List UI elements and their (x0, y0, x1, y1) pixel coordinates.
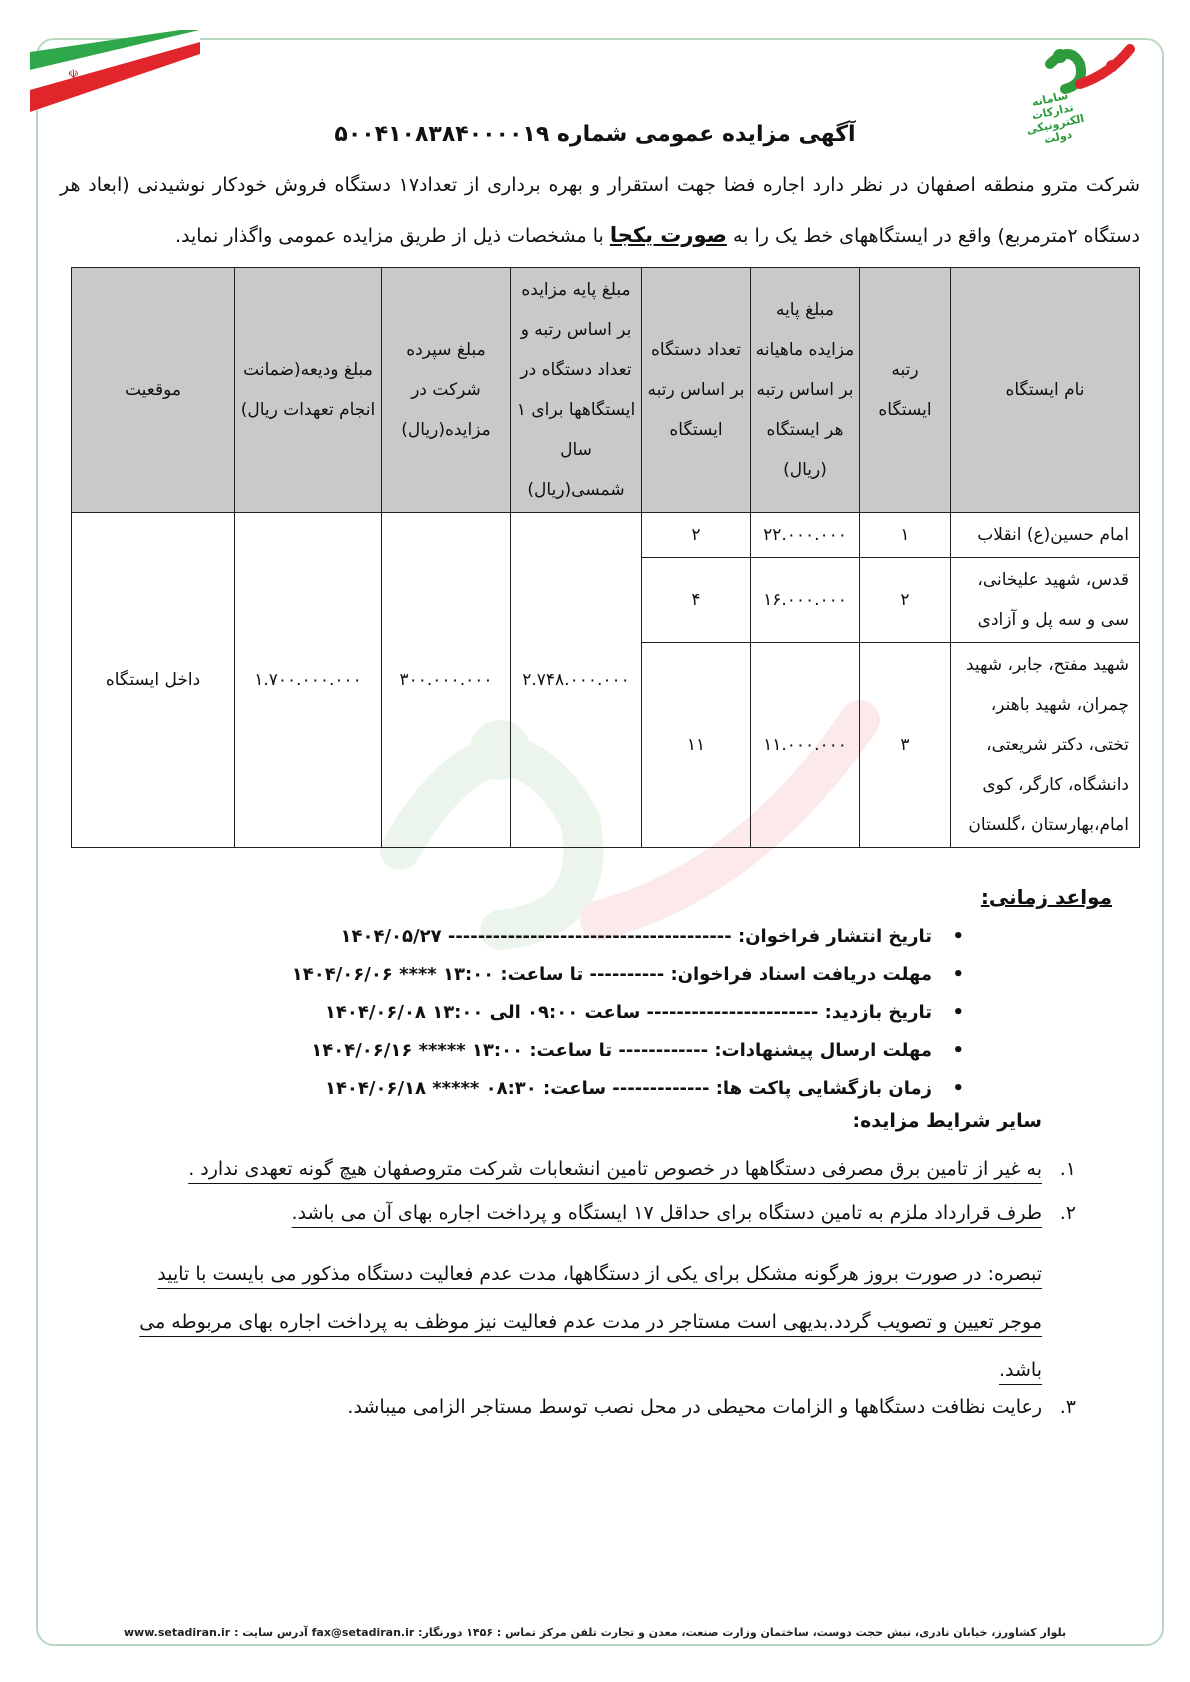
header-monthly-base: مبلغ پایه مزایده ماهیانه بر اساس رتبه هر ایستگاه (ریال) (751, 268, 860, 513)
condition-item-2 (122, 1202, 1076, 1224)
annual-base: ۲.۷۴۸.۰۰۰.۰۰۰ (511, 513, 642, 848)
header-annual-base: مبلغ پایه مزایده بر اساس رتبه و تعداد دستگاه در ایستگاهها برای ۱ سال شمسی(ریال) (511, 268, 642, 513)
note-line: موجر تعیین و تصویب گردد.بدیهی است مستاجر در مدت عدم فعالیت نیز موظف به پرداخت اجاره بهای مربوطه می (139, 1311, 1042, 1333)
intro-emphasis: صورت یکجا (609, 223, 727, 247)
intro-text-1: شرکت مترو منطقه اصفهان در نظر دارد اجاره فضا جهت استقرار و بهره برداری از تعداد۱۷ دستگاه فروش خودکار نوشیدنی (ابعاد هر دستگاه ۲مترمربع) واقع در ایستگاههای خط یک را به (60, 174, 1140, 247)
header-location: موقعیت (72, 268, 235, 513)
intro-paragraph (60, 160, 1140, 261)
header-device-count: تعداد دستگاه بر اساس رتبه ایستگاه (642, 268, 751, 513)
monthly-base: ۱۱.۰۰۰.۰۰۰ (751, 643, 860, 848)
footer-address: بلوار کشاورز، خیابان نادری، نبش حجت دوست، ساختمان وزارت صنعت، معدن و تجارت تلفن مرکز تماس : ۱۴۵۶ دورنگار: fax@setadiran.ir آدرس سایت : www.setadiran.ir (123, 1626, 1067, 1639)
iran-flag-icon (30, 30, 200, 130)
deadline-item: • زمان بازگشایی پاکت ها: ------------- ساعت: ۰۸:۳۰ ***** ۱۴۰۴/۰۶/۱۸ (50, 1070, 950, 1108)
deadline-item: • مهلت دریافت اسناد فراخوان: ---------- تا ساعت: ۱۳:۰۰ **** ۱۴۰۴/۰۶/۰۶ (50, 956, 950, 994)
deposit-amount: ۳۰۰.۰۰۰.۰۰۰ (382, 513, 511, 848)
note-line: تبصره: در صورت بروز هرگونه مشکل برای یکی از دستگاهها، مدت عدم فعالیت دستگاه مذکور می بایست با تایید (157, 1263, 1042, 1285)
deadlines-list (50, 918, 950, 1108)
condition-item-1 (122, 1158, 1076, 1180)
condition-number: ۱. (1059, 1158, 1076, 1180)
svg-text:☫: ☫ (68, 67, 79, 81)
station-name: امام حسین(ع) انقلاب (951, 513, 1140, 558)
guarantee-amount: ۱.۷۰۰.۰۰۰.۰۰۰ (235, 513, 382, 848)
condition-number: ۳. (1059, 1396, 1076, 1418)
monthly-base: ۲۲.۰۰۰.۰۰۰ (751, 513, 860, 558)
table-row (72, 513, 1140, 558)
condition-note (122, 1250, 1042, 1394)
header-station-rank: رتبه ایستگاه (860, 268, 951, 513)
condition-text: طرف قرارداد ملزم به تامین دستگاه برای حداقل ۱۷ ایستگاه و پرداخت اجاره بهای آن می باشد. (291, 1202, 1042, 1224)
logo-text: سامانه تدارکات الکترونیکی دولت (1025, 88, 1086, 147)
condition-text: رعایت نظافت دستگاهها و الزامات محیطی در محل نصب توسط مستاجر الزامی میباشد. (347, 1396, 1042, 1418)
device-count: ۱۱ (642, 643, 751, 848)
conditions-title: سایر شرایط مزایده: (852, 1110, 1042, 1132)
deadline-item: • تاریخ انتشار فراخوان: -------------------------------------- ۱۴۰۴/۰۵/۲۷ (50, 918, 950, 956)
device-count: ۴ (642, 558, 751, 643)
auction-table (71, 267, 1140, 848)
location: داخل ایستگاه (72, 513, 235, 848)
station-name: شهید مفتح، جابر، شهید چمران، شهید باهنر، تختی، دکتر شریعتی، دانشگاه، کارگر، کوی امام،بهارستان ،گلستان (951, 643, 1140, 848)
station-rank: ۱ (860, 513, 951, 558)
deadline-item: • مهلت ارسال پیشنهادات: ------------ تا ساعت: ۱۳:۰۰ ***** ۱۴۰۴/۰۶/۱۶ (50, 1032, 950, 1070)
condition-number: ۲. (1059, 1202, 1076, 1224)
note-line: باشد. (998, 1359, 1042, 1381)
page-title: آگهی مزایده عمومی شماره ۵۰۰۴۱۰۸۳۸۴۰۰۰۰۱۹ (334, 122, 856, 147)
monthly-base: ۱۶.۰۰۰.۰۰۰ (751, 558, 860, 643)
condition-text: به غیر از تامین برق مصرفی دستگاهها در خصوص تامین انشعابات شرکت متروصفهان هیچ گونه تعهدی ندارد . (188, 1158, 1042, 1180)
header-deposit: مبلغ سپرده شرکت در مزایده(ریال) (382, 268, 511, 513)
header-guarantee: مبلغ ودیعه(ضمانت انجام تعهدات ریال) (235, 268, 382, 513)
station-rank: ۲ (860, 558, 951, 643)
deadline-item: • تاریخ بازدید: ----------------------- ساعت ۰۹:۰۰ الی ۱۳:۰۰ ۱۴۰۴/۰۶/۰۸ (50, 994, 950, 1032)
header-station-name: نام ایستگاه (951, 268, 1140, 513)
intro-text-2: با مشخصات ذیل از طریق مزایده عمومی واگذار نماید. (174, 225, 610, 247)
station-name: قدس، شهید علیخانی، سی و سه پل و آزادی (951, 558, 1140, 643)
deadlines-title: مواعد زمانی: (980, 885, 1112, 909)
station-rank: ۳ (860, 643, 951, 848)
condition-item-3 (122, 1396, 1076, 1418)
device-count: ۲ (642, 513, 751, 558)
